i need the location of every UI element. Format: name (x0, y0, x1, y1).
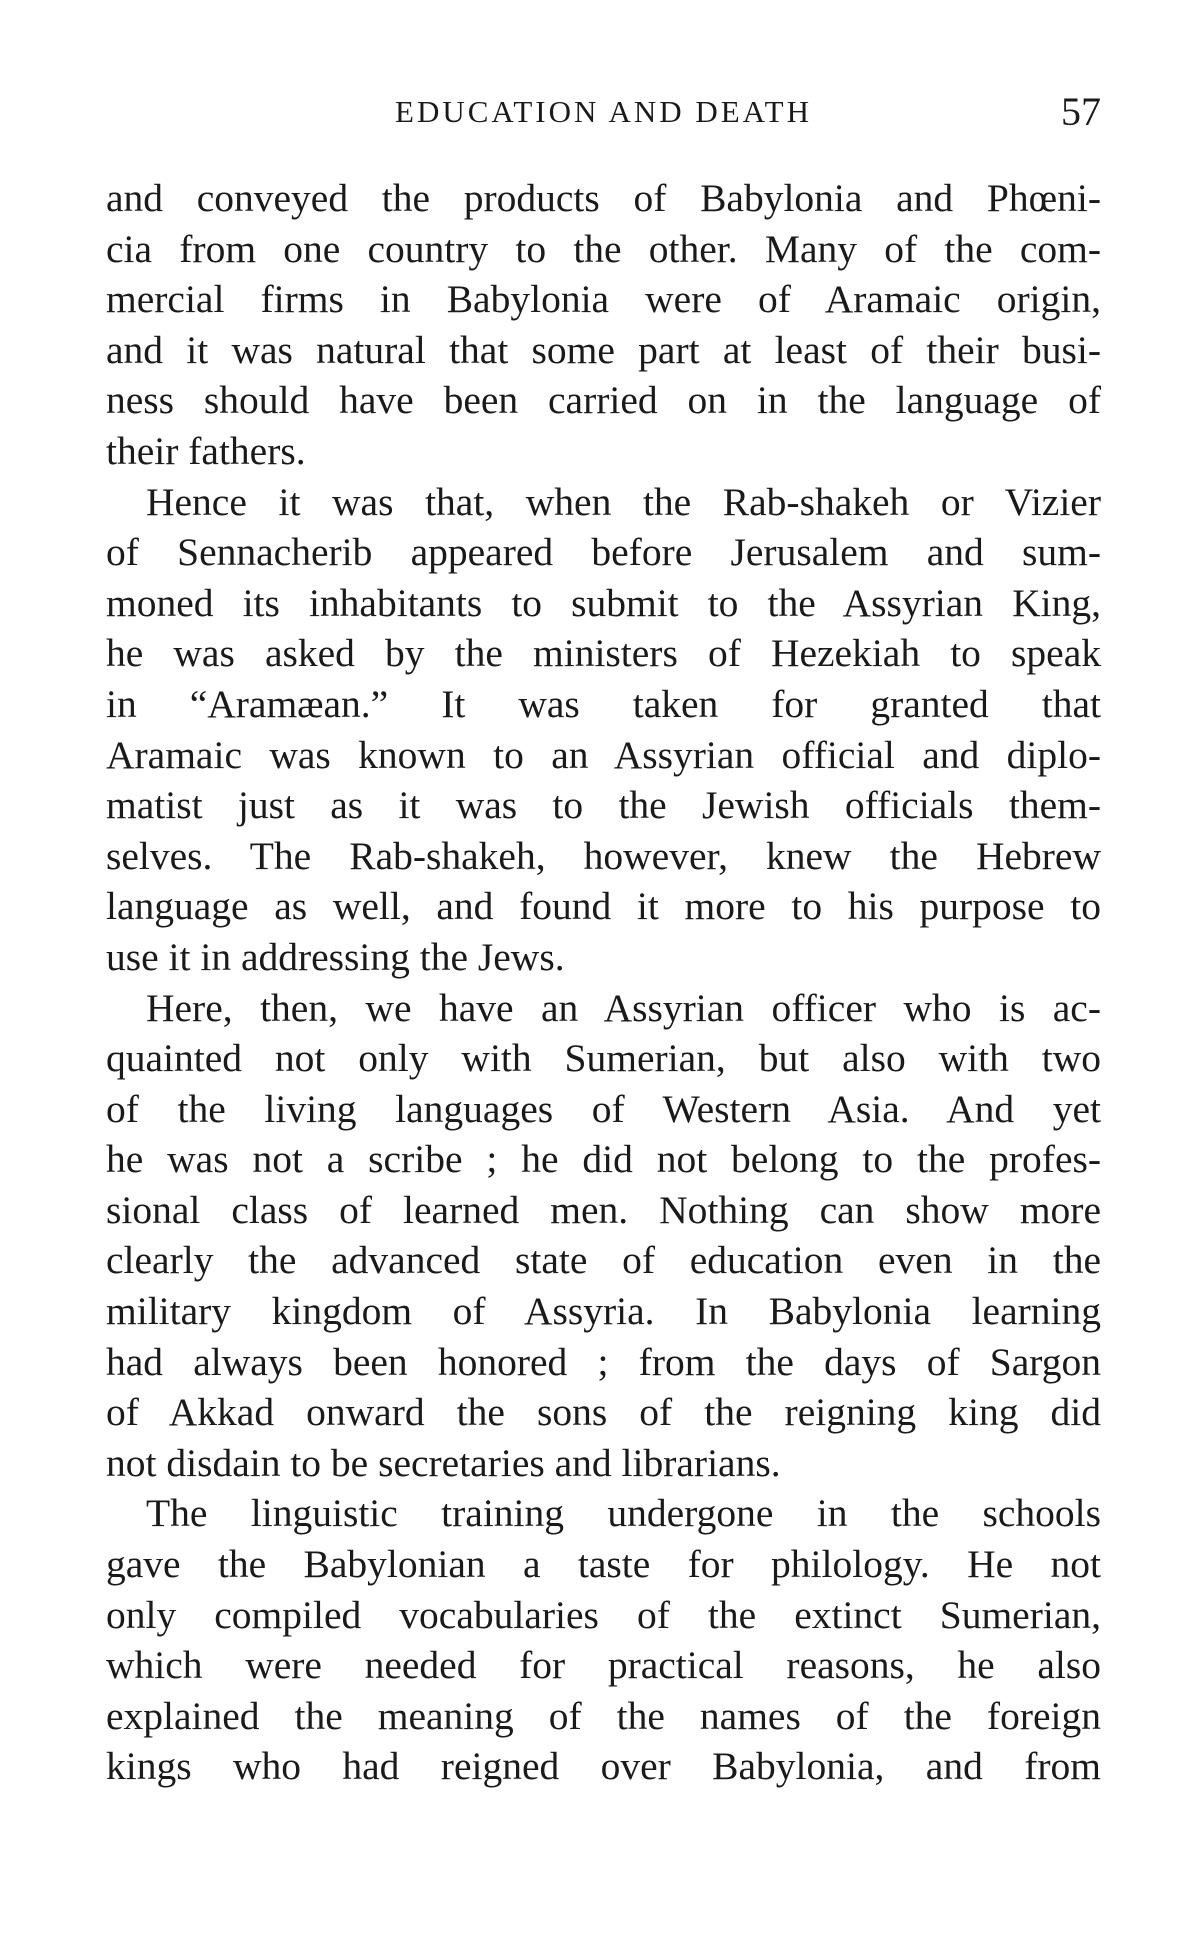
paragraph (106, 1488, 1101, 1792)
text-line: ness should have been carried on in the language of (106, 378, 1101, 423)
page-header (106, 88, 1101, 148)
text-line: quainted not only with Sumerian, but also with two (106, 1036, 1101, 1081)
text-line: military kingdom of Assyria. In Babylonia learning (106, 1289, 1101, 1334)
page-number: 57 (1061, 89, 1101, 134)
text-line: of Sennacherib appeared before Jerusalem and sum- (106, 530, 1101, 575)
text-line: of Akkad onward the sons of the reigning king did (106, 1390, 1101, 1435)
text-line: kings who had reigned over Babylonia, and from (106, 1744, 1101, 1789)
text-line: clearly the advanced state of education even in the (106, 1238, 1101, 1283)
text-line: which were needed for practical reasons, he also (106, 1643, 1101, 1688)
text-line: of the living languages of Western Asia. And yet (106, 1086, 1101, 1131)
text-line: and it was natural that some part at least of their busi- (106, 327, 1101, 372)
text-line: cia from one country to the other. Many of the com- (106, 226, 1101, 271)
text-line: in “Aramæan.” It was taken for granted that (106, 681, 1101, 726)
paragraph (106, 477, 1101, 983)
text-line: not disdain to be secretaries and librarians. (106, 1440, 781, 1485)
running-head: EDUCATION AND DEATH (395, 94, 812, 129)
text-line: had always been honored ; from the days of Sargon (106, 1339, 1101, 1384)
text-line: Aramaic was known to an Assyrian official and diplo- (106, 732, 1101, 777)
text-line: moned its inhabitants to submit to the Assyrian King, (106, 580, 1101, 625)
paragraph (106, 983, 1101, 1489)
text-line: he was not a scribe ; he did not belong to the profes- (106, 1137, 1101, 1182)
text-line: their fathers. (106, 428, 306, 473)
text-line: The linguistic training undergone in the schools (146, 1491, 1101, 1536)
text-line: selves. The Rab-shakeh, however, knew the Hebrew (106, 833, 1101, 878)
text-line: Here, then, we have an Assyrian officer who is ac- (146, 985, 1101, 1030)
text-line: sional class of learned men. Nothing can show more (106, 1187, 1101, 1232)
text-line: mercial firms in Babylonia were of Aramaic origin, (106, 277, 1101, 322)
text-line: explained the meaning of the names of the foreign (106, 1693, 1101, 1738)
page-body (106, 173, 1101, 1792)
text-line: use it in addressing the Jews. (106, 934, 565, 979)
text-line: gave the Babylonian a taste for philology. He not (106, 1542, 1101, 1587)
text-line: language as well, and found it more to his purpose to (106, 884, 1101, 929)
text-line: and conveyed the products of Babylonia and Phœni- (106, 176, 1101, 220)
text-line: he was asked by the ministers of Hezekiah to speak (106, 631, 1101, 676)
text-line: matist just as it was to the Jewish officials them- (106, 783, 1101, 828)
paragraph (106, 173, 1101, 477)
text-line: only compiled vocabularies of the extinct Sumerian, (106, 1592, 1101, 1637)
text-line: Hence it was that, when the Rab-shakeh or Vizier (146, 479, 1101, 524)
